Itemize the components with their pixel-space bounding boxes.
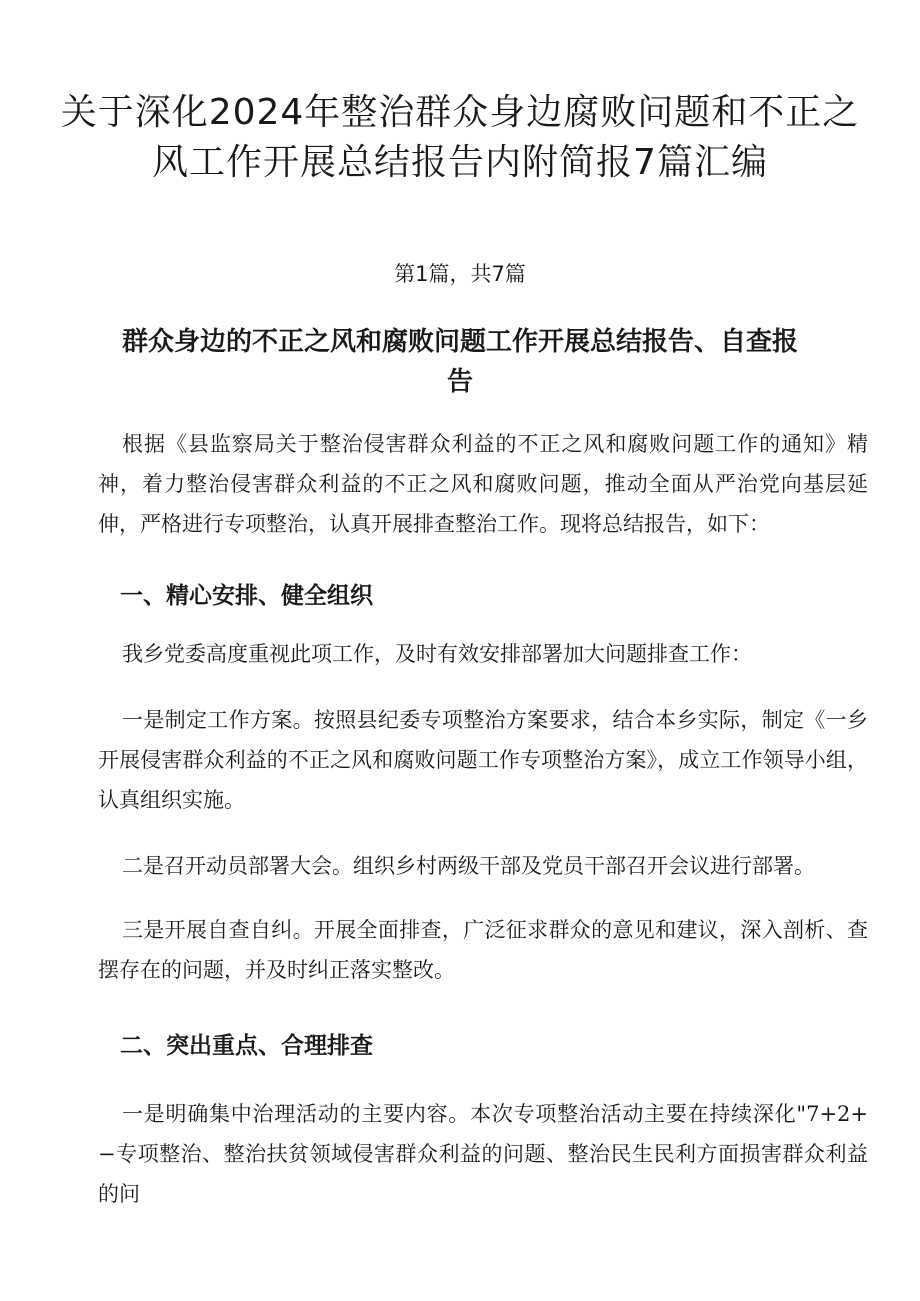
paragraph-self-check: 三是开展自查自纠。开展全面排查，广泛征求群众的意见和建议，深入剖析、查摆存在的问题，并及时纠正落实整改。 (98, 918, 868, 982)
paragraph-overview: 我乡党委高度重视此项工作，及时有效安排部署加大问题排查工作： (122, 642, 752, 666)
section-title: 群众身边的不正之风和腐败问题工作开展总结报告、自查报告 (121, 327, 798, 397)
paragraph-plan: 一是制定工作方案。按照县纪委专项整治方案要求，结合本乡实际，制定《一乡开展侵害群众利益的不正之风和腐败问题工作专项整治方案》，成立工作领导小组，认真组织实施。 (98, 708, 868, 812)
part-label: 第1篇，共7篇 (394, 262, 526, 286)
paragraph-meeting: 二是召开动员部署大会。组织乡村两级干部及党员干部召开会议进行部署。 (122, 854, 815, 878)
paragraph-main-content: 一是明确集中治理活动的主要内容。本次专项整治活动主要在持续深化"7+2+−专项整治、整治扶贫领域侵害群众利益的问题、整治民生民利方面损害群众利益的问 (98, 1102, 868, 1206)
document-title: 关于深化2024年整治群众身边腐败问题和不正之风工作开展总结报告内附简报7篇汇编 (60, 92, 860, 183)
intro-paragraph: 根据《县监察局关于整治侵害群众利益的不正之风和腐败问题工作的通知》精神，着力整治侵害群众利益的不正之风和腐败问题，推动全面从严治党向基层延伸，严格进行专项整治，认真开展排查整治工作。现将总结报告，如下： (98, 432, 868, 536)
heading-organize: 一、精心安排、健全组织 (120, 583, 373, 609)
heading-focus: 二、突出重点、合理排查 (120, 1033, 373, 1059)
